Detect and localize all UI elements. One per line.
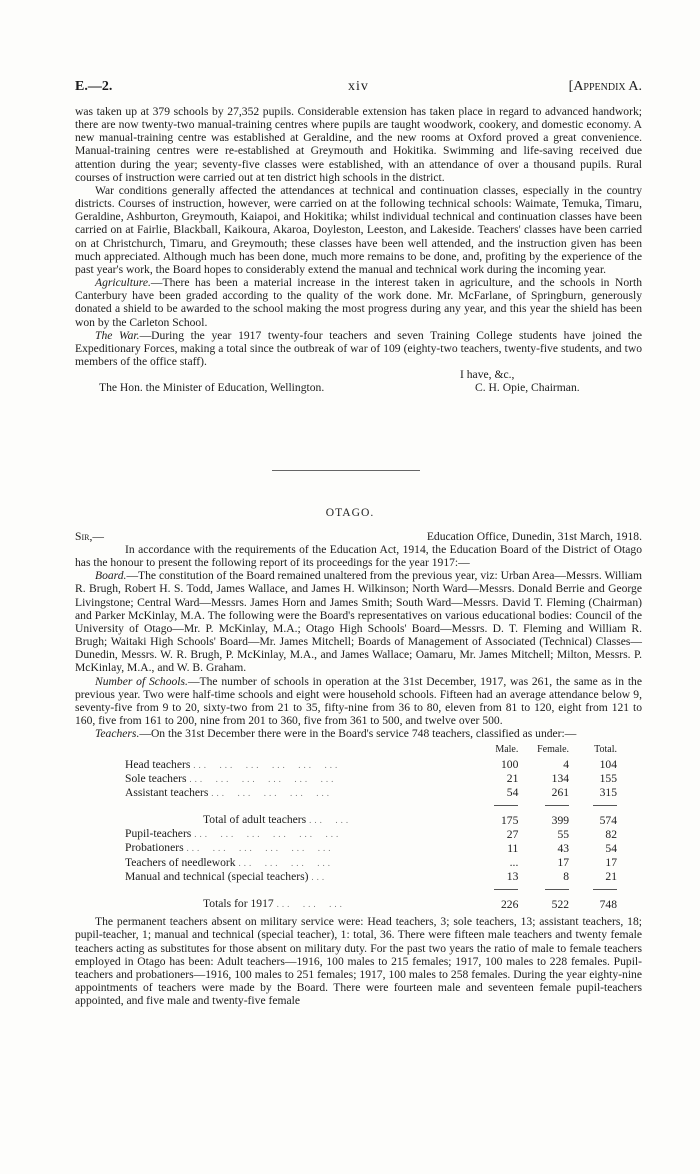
page-header	[75, 80, 642, 100]
agriculture-heading: Agriculture.	[95, 276, 151, 290]
cell-female: 4	[563, 758, 570, 771]
table-rule	[125, 800, 623, 813]
schools-text: —The number of schools in operation at the 31st December, 1917, was 261, the same as in the previous year. Two were half-time schools and eight were household schools. Fifteen had an average attendance below 9, seventy-five from 9 to 20, sixty-two from 21 to 35, fifty-nine from 36 to 80, eleven from 81 to 120, eight from 121 to 160, five from 161 to 200, nine from 201 to 360, five from 361 to 500, and twelve over 500.	[75, 674, 643, 728]
table-row: Pupil-teachers ... ... ... ... ... ... 27 55 82	[125, 827, 623, 841]
paragraph-intro: In accordance with the requirements of the Education Act, 1914, the Education Board of the District of Otago has the honour to present the following report of its proceedings for the year 1917:—	[75, 543, 642, 570]
cell-female: 8	[563, 870, 570, 884]
cell-male: 226	[500, 897, 519, 911]
cell-male: 13	[506, 870, 519, 884]
table-header-row	[125, 742, 623, 757]
otago-report	[75, 530, 642, 1007]
paragraph-board	[75, 569, 642, 674]
office-date: Education Office, Dunedin, 31st March, 1918.	[426, 530, 642, 543]
agriculture-text: —There has been a material increase in the interest taken in agriculture, and the schools in North Canterbury have been graded according to the quality of the work done. Mr. McFarlane, of Springburn, generously donated a shield to be awarded to the school making the most progress during any year, and this year the shield has been won by the Carleton School.	[75, 276, 642, 329]
cell-female: 522	[551, 897, 570, 911]
cell-male: 11	[507, 841, 519, 855]
cell-male: 100	[500, 758, 519, 771]
war-text: —During the year 1917 twenty-four teachers and seven Training College students have joined the Expeditionary Forces, making a total since the outbreak of war of 109 (eighty-two teachers, twenty-five students, and two members of the office staff).	[75, 328, 642, 368]
cell-total: 574	[599, 813, 617, 827]
cell-total: 17	[605, 856, 617, 870]
table-row: Head teachers ... ... ... ... ... ... 100 4 104	[125, 758, 623, 772]
paragraph-agriculture	[75, 276, 642, 329]
cell-male: 175	[500, 813, 519, 827]
paragraph-schools	[75, 675, 642, 728]
signature-block	[75, 368, 642, 394]
cell-female: 399	[551, 813, 570, 827]
row-label: Teachers of needlework	[125, 855, 236, 869]
signatory: C. H. Opie, Chairman.	[475, 381, 580, 395]
cell-total: 21	[605, 870, 617, 884]
row-label: Probationers	[125, 841, 184, 855]
cell-female: 43	[557, 841, 570, 855]
column-header-male: Male.	[495, 744, 519, 756]
page-number: xiv	[348, 79, 369, 94]
paragraph-handwork: was taken up at 379 schools by 27,352 pupils. Considerable extension has taken place in regard to advanced handwork; there are now twenty-two manual-training centres where pupils are taught woodwork, cookery, and domestic economy. A new manual-training centre was established at Geraldine, and the new rooms at Oxford proved a great convenience. Manual-training centres were re-established at Greymouth and Hokitika. Swimming and life-saving received due attention during the year; seventy-five classes were established, with an attendance of over a thousand pupils. Rural courses of instruction were carried out at ten district high schools in the district.	[75, 105, 642, 184]
cell-total: 155	[599, 772, 617, 786]
table-row: Probationers ... ... ... ... ... ... 11 43 54	[125, 841, 623, 855]
letter-heading	[75, 530, 642, 543]
cell-male: 27	[506, 827, 519, 841]
cell-total: 104	[599, 758, 617, 771]
paragraph-war	[75, 329, 642, 368]
cell-female: 17	[557, 856, 570, 870]
cell-male: ...	[509, 856, 519, 870]
total-row: Totals for 1917 ... ... ... 226 522 748	[125, 897, 623, 911]
cell-total: 748	[599, 897, 617, 911]
canterbury-report-end	[75, 105, 642, 394]
cell-total: 315	[599, 786, 617, 800]
table-row: Sole teachers ... ... ... ... ... ... 21 134 155	[125, 772, 623, 786]
teachers-table	[125, 742, 623, 911]
cell-total: 54	[605, 841, 617, 855]
cell-total: 82	[605, 827, 617, 841]
table-row: Manual and technical (special teachers) ... 13 8 21	[125, 870, 623, 884]
teachers-text: —On the 31st December there were in the Board's service 748 teachers, classified as under:—	[139, 727, 577, 741]
cell-female: 261	[551, 786, 570, 800]
row-label: Totals for 1917	[203, 897, 274, 911]
addressee: The Hon. the Minister of Education, Wellington.	[99, 381, 325, 395]
cell-male: 54	[506, 786, 519, 800]
row-label: Head teachers	[125, 757, 191, 771]
salutation: Sir,—	[75, 530, 104, 543]
row-label: Assistant teachers	[125, 785, 209, 799]
board-text: —The constitution of the Board remained unaltered from the previous year, viz: Urban Area—Messrs. William R. Brugh, Robert H. S. Todd, James Wallace, and James H. Wilkinson; North Ward—Messrs. Donald Berrie and George Livingstone; Central Ward—Messrs. James Horn and James Smith; South Ward—Messrs. David T. Fleming (Chairman) and Parker McKinlay, M.A. The following were the Board's representatives on various educational bodies: Council of the University of Otago—Mr. P. McKinlay, M.A.; Otago High Schools' Board—Messrs. D. T. Fleming and William R. Brugh; Waitaki High Schools' Board—Mr. James Mitchell; Boards of Management of Associated (Technical) Classes—Dunedin, Messrs. W. R. Brugh, P. McKinlay, M.A., and James Wallace; Oamaru, Mr. James Mitchell; Milton, Messrs. P. McKinlay, M.A., and W. B. Graham.	[75, 569, 642, 675]
closing-phrase: I have, &c.,	[460, 368, 515, 382]
paragraph-teachers	[75, 727, 642, 740]
paragraph-military-service: The permanent teachers absent on military service were: Head teachers, 3; sole teachers, 13; assistant teachers, 18; pupil-teacher, 1; manual and technical (special teacher), 1: total, 36. There were fifteen male teachers and twenty female teachers acting as substitutes for those absent on military duty. For the past two years the ratio of male to female teachers employed in Otago has been: Adult teachers—1916, 100 males to 215 females; 1917, 100 males to 228 females. Pupil-teachers and probationers—1916, 100 males to 251 females; 1917, 100 males to 258 females. During the year eighty-nine appointments of teachers were made by the Board. There were fourteen male and seventeen female pupil-teachers appointed, and five male and twenty-five female	[75, 915, 642, 1008]
war-heading: The War.	[95, 328, 140, 342]
cell-female: 134	[551, 772, 570, 786]
row-label: Manual and technical (special teachers)	[125, 869, 309, 883]
table-rule	[125, 884, 623, 897]
row-label: Sole teachers	[125, 771, 187, 785]
section-title: OTAGO.	[325, 506, 375, 519]
column-header-female: Female.	[537, 744, 570, 756]
cell-male: 21	[506, 772, 519, 786]
teachers-heading: Teachers.	[95, 727, 140, 741]
section-divider	[272, 470, 420, 471]
subtotal-row: Total of adult teachers ... ... 175 399 574	[125, 813, 623, 827]
header-appendix: [Appendix A.	[568, 79, 642, 94]
row-label: Pupil-teachers	[125, 827, 192, 841]
column-header-total: Total.	[594, 744, 617, 756]
cell-female: 55	[557, 827, 570, 841]
schools-heading: Number of Schools.	[95, 674, 188, 688]
table-row: Assistant teachers ... ... ... ... ... 54 261 315	[125, 786, 623, 800]
row-label: Total of adult teachers	[203, 813, 307, 827]
header-reference: E.—2.	[75, 79, 113, 94]
table-row: Teachers of needlework ... ... ... ... ... 17 17	[125, 856, 623, 870]
board-heading: Board.	[95, 569, 127, 583]
paragraph-war-conditions: War conditions generally affected the attendances at technical and continuation classes, especially in the country districts. Courses of instruction, however, were carried on at the following technical schools: Waimate, Temuka, Timaru, Geraldine, Ashburton, Greymouth, Kaiapoi, and Hokitika; whilst individual technical and continuation classes have been carried on at Fairlie, Blackball, Kaikoura, Akaroa, Doyleston, Leeston, and Lakeside. Teachers' classes have been carried on at Christchurch, Timaru, and Greymouth; these classes have been well attended, and the instruction given has been much appreciated. Although much has been done, much more remains to be done, and, profiting by the experience of the past year's work, the Board hopes to considerably extend the manual and technical work during the incoming year.	[75, 183, 642, 276]
